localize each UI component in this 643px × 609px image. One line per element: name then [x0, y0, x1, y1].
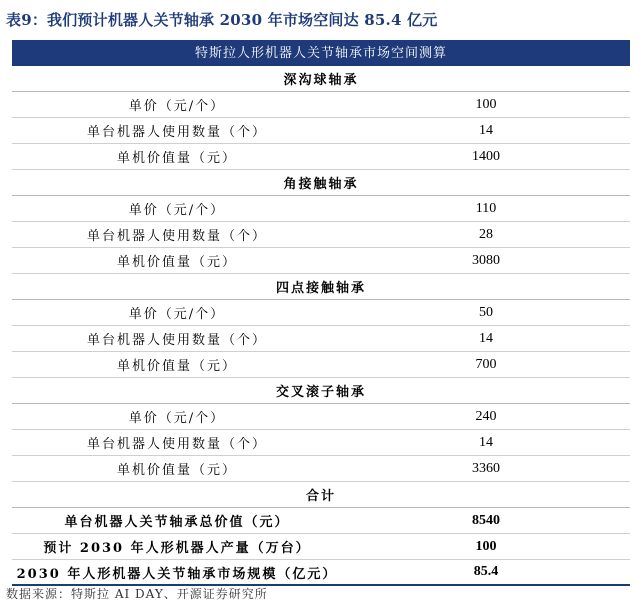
total-label: 预计 2030 年人形机器人产量（万台） [43, 541, 311, 556]
row-label: 单机价值量（元） [116, 463, 237, 478]
row-label: 单台机器人使用数量（个） [86, 229, 267, 244]
row-value: 110 [475, 200, 497, 216]
row-label: 单台机器人使用数量（个） [86, 125, 267, 140]
table-row [12, 196, 630, 222]
market-size-table [12, 40, 630, 586]
total-row [12, 534, 630, 560]
total-label: 2030 年人形机器人关节轴承市场规模（亿元） [16, 566, 338, 582]
total-value: 100 [475, 538, 497, 554]
row-value: 14 [479, 122, 493, 138]
row-label: 单价（元/个） [128, 307, 226, 322]
table-row [12, 352, 630, 378]
table-row [12, 248, 630, 274]
row-label: 单台机器人使用数量（个） [86, 333, 267, 348]
table-row [12, 430, 630, 456]
row-label: 单机价值量（元） [116, 255, 237, 270]
total-section-title: 合计 [12, 482, 630, 508]
row-value: 3360 [472, 460, 500, 476]
total-label: 单台机器人关节轴承总价值（元） [64, 515, 290, 530]
data-source-note: 数据来源：特斯拉 AI DAY、开源证券研究所 [6, 587, 268, 601]
table-row [12, 326, 630, 352]
table-header: 特斯拉人形机器人关节轴承市场空间测算 [12, 42, 630, 66]
total-value: 85.4 [473, 564, 499, 579]
row-value: 100 [475, 96, 497, 112]
row-value: 700 [475, 356, 497, 372]
row-value: 240 [475, 408, 497, 424]
table-row [12, 300, 630, 326]
row-value: 28 [479, 226, 493, 242]
row-label: 单价（元/个） [128, 411, 226, 426]
table-row [12, 144, 630, 170]
section-title: 交叉滚子轴承 [12, 378, 630, 404]
row-label: 单机价值量（元） [116, 151, 237, 166]
row-label: 单价（元/个） [128, 99, 226, 114]
table-row [12, 456, 630, 482]
row-label: 单台机器人使用数量（个） [86, 437, 267, 452]
total-row [12, 560, 630, 586]
row-value: 14 [479, 434, 493, 450]
table-row [12, 222, 630, 248]
row-label: 单机价值量（元） [116, 359, 237, 374]
total-value: 8540 [472, 512, 500, 528]
row-value: 3080 [472, 252, 500, 268]
row-value: 1400 [472, 148, 500, 164]
table-row [12, 92, 630, 118]
table-caption: 表9：我们预计机器人关节轴承 2030 年市场空间达 85.4 亿元 [6, 11, 438, 29]
section-title: 角接触轴承 [12, 170, 630, 196]
section-title: 四点接触轴承 [12, 274, 630, 300]
table-row [12, 118, 630, 144]
table-row [12, 404, 630, 430]
row-value: 14 [479, 330, 493, 346]
section-title: 深沟球轴承 [12, 66, 630, 92]
row-value: 50 [479, 304, 493, 320]
row-label: 单价（元/个） [128, 203, 226, 218]
total-row [12, 508, 630, 534]
